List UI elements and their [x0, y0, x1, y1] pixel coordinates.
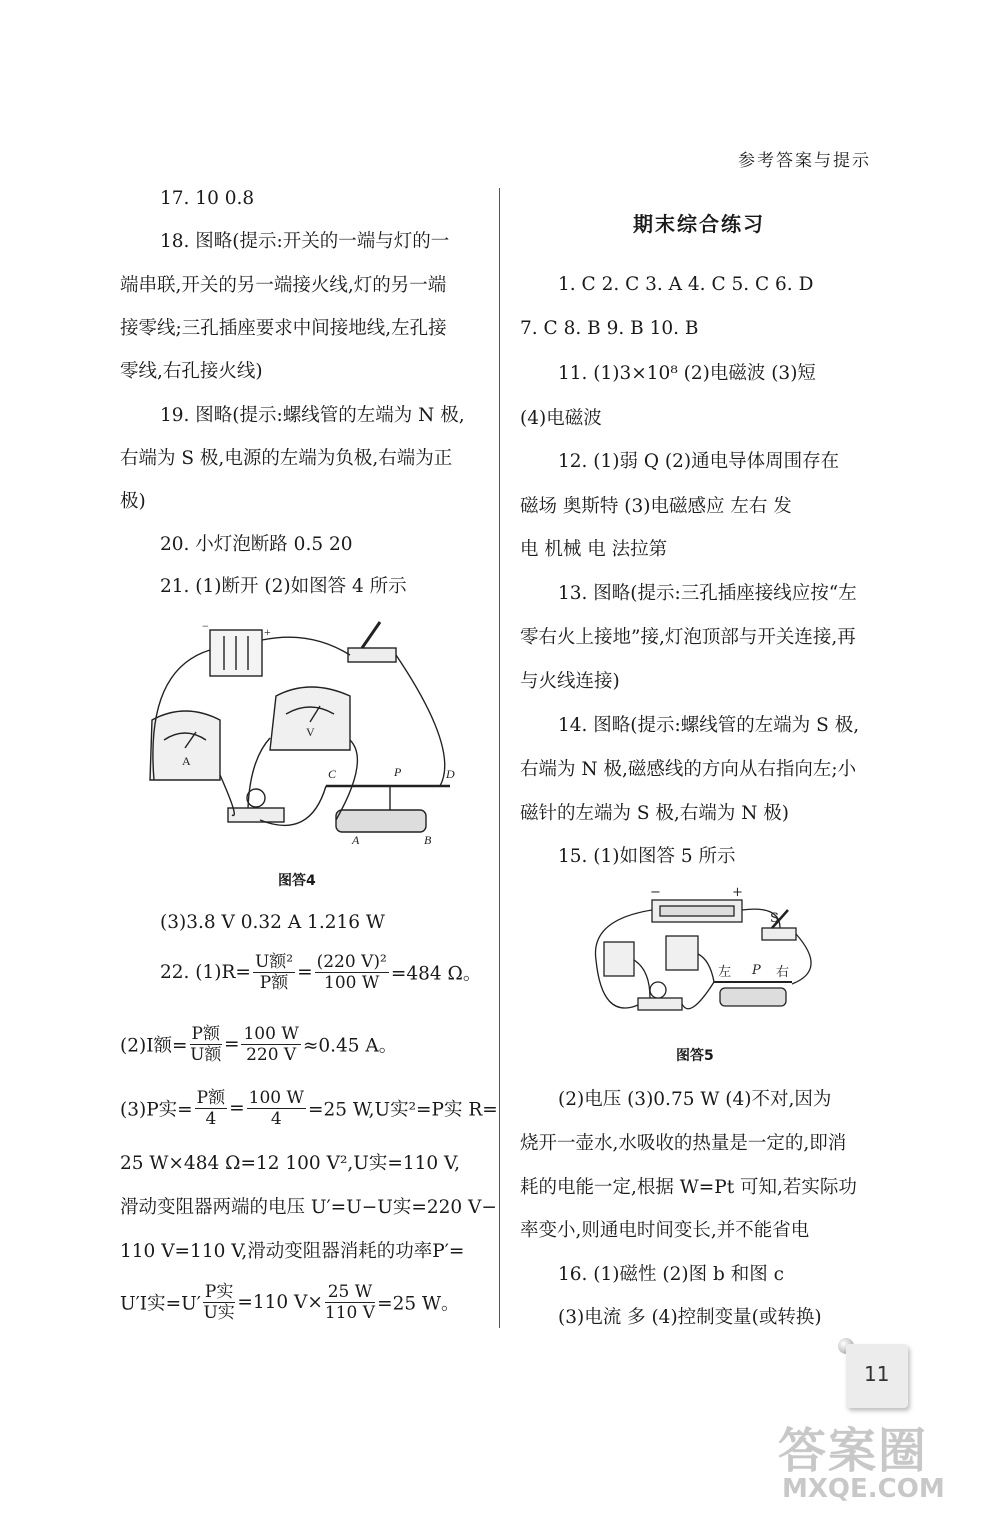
answer-15-part1: 15. (1)如图答 5 所示	[558, 846, 736, 867]
fraction: $\frac{\text{(220 V)²}}{100 W}$	[316, 952, 387, 993]
answer-15-line2: (2)电压 (3)0.75 W (4)不对,因为	[558, 1089, 832, 1110]
rheostat-icon	[720, 988, 786, 1006]
eq-prefix: 22. (1)R=	[160, 962, 251, 983]
answer-12-line1: 12. (1)弱 Q (2)通电导体周围存在	[558, 451, 840, 472]
figure-4-caption: 图答4	[278, 873, 316, 889]
answer-19-line2: 右端为 S 极,电源的左端为负极,右端为正	[120, 448, 453, 469]
answer-13-line3: 与火线连接)	[520, 671, 620, 692]
answer-16-line2: (3)电流 多 (4)控制变量(或转换)	[558, 1307, 822, 1328]
answer-14-line2: 右端为 N 极,磁感线的方向从右指向左;小	[520, 759, 857, 780]
terminal-d-label: D	[446, 767, 455, 781]
answers-1-6: 1. C 2. C 3. A 4. C 5. C 6. D	[558, 274, 814, 295]
ammeter-icon	[150, 711, 220, 780]
column-divider	[499, 188, 500, 1328]
answer-22-line4: 25 W×484 Ω=12 100 V²,U实=110 V,	[120, 1153, 461, 1174]
answer-18-line4: 零线,右孔接火线)	[120, 361, 263, 382]
circuit-figure-4	[140, 610, 470, 850]
answer-14-line3: 磁针的左端为 S 极,右端为 N 极)	[520, 803, 789, 824]
terminal-b-label: B	[424, 833, 432, 847]
page-number: 11	[864, 1362, 890, 1386]
running-header: 参考答案与提示	[738, 151, 871, 171]
answer-17: 17. 10 0.8	[160, 188, 255, 209]
battery-plus-label: +	[264, 625, 271, 639]
watermark-url: MXQE.COM	[782, 1474, 945, 1504]
watermark-logo	[778, 1412, 988, 1512]
terminal-a-label: A	[352, 833, 360, 847]
equation-22-2: (2)I额= $\frac{\text{P额}}{\text{U额}}$ = $\frac{100 W}{220 V}$ ≈0.45 A。	[120, 1024, 398, 1065]
answer-11-line2: (4)电磁波	[520, 408, 602, 429]
terminal-c-label: C	[328, 767, 337, 781]
equation-22-3: (3)P实= $\frac{\text{P额}}{4}$ = $\frac{100 W}{4}$ =25 W,U实²=P实 R=	[120, 1088, 498, 1129]
answer-13-line2: 零右火上接地”接,灯泡顶部与开关连接,再	[520, 627, 856, 648]
lamp-base-icon	[638, 998, 682, 1010]
answer-18-line3: 接零线;三孔插座要求中间接地线,左孔接	[120, 318, 447, 339]
answer-12-line2: 磁场 奥斯特 (3)电磁感应 左右 发	[520, 496, 792, 517]
fraction: $\frac{\text{P额}}{4}$	[196, 1088, 226, 1129]
lamp-bulb-icon	[650, 982, 666, 998]
fraction: $\frac{\text{U额²}}{\text{P额}}$	[254, 952, 294, 993]
switch-icon	[762, 928, 796, 940]
answer-15-line4: 耗的电能一定,根据 W=Pt 可知,若实际功	[520, 1177, 857, 1198]
answers-7-10: 7. C 8. B 9. B 10. B	[520, 318, 699, 339]
equation-22-1: 22. (1)R= $\frac{\text{U额²}}{\text{P额}}$ = $\frac{\text{(220 V)²}}{100 W}$ =484 Ω。	[160, 952, 482, 993]
answer-15-line5: 率变小,则通电时间变长,并不能省电	[520, 1220, 810, 1241]
answer-19-line3: 极)	[120, 491, 146, 512]
battery-plus-label: +	[732, 885, 743, 900]
slider-p-label: P	[752, 963, 761, 978]
answer-22-line5: 滑动变阻器两端的电压 U′=U−U实=220 V−	[120, 1197, 497, 1218]
battery-minus-label: −	[202, 619, 209, 633]
switch-s-label: S	[770, 911, 779, 926]
fraction: $\frac{\text{P实}}{\text{U实}}$	[203, 1282, 235, 1323]
ammeter-icon	[604, 942, 634, 976]
watermark-text: 答案圈	[778, 1423, 929, 1479]
answer-13-line1: 13. 图略(提示:三孔插座接线应按“左	[558, 583, 857, 604]
equation-22-4: U′I实=U′ $\frac{\text{P实}}{\text{U实}}$ =110 V× $\frac{25 W}{110 V}$ =25 W。	[120, 1282, 460, 1323]
answer-11-line1: 11. (1)3×10⁸ (2)电磁波 (3)短	[558, 363, 816, 384]
slider-p-label: P	[394, 765, 402, 779]
figure-5-caption: 图答5	[676, 1048, 714, 1064]
section-title: 期末综合练习	[633, 212, 765, 236]
answer-18-line2: 端串联,开关的另一端接火线,灯的另一端	[120, 275, 447, 296]
switch-icon	[348, 648, 396, 662]
answer-18-line1: 18. 图略(提示:开关的一端与灯的一	[160, 231, 450, 252]
answer-19-line1: 19. 图略(提示:螺线管的左端为 N 极,	[160, 405, 465, 426]
voltmeter-icon	[666, 936, 698, 970]
fraction: $\frac{100 W}{4}$	[248, 1088, 304, 1129]
answer-22-line6: 110 V=110 V,滑动变阻器消耗的功率P′=	[120, 1241, 465, 1262]
rheostat-right-label: 右	[776, 965, 790, 980]
lamp-base-icon	[228, 808, 284, 822]
circuit-figure-5	[590, 880, 830, 1030]
voltmeter-icon	[270, 687, 350, 750]
ammeter-label: A	[182, 754, 191, 768]
answer-12-line3: 电 机械 电 法拉第	[520, 539, 668, 560]
answer-21: 21. (1)断开 (2)如图答 4 所示	[160, 576, 407, 597]
voltmeter-label: V	[306, 725, 315, 739]
rheostat-icon	[336, 810, 426, 832]
fraction: $\frac{100 W}{220 V}$	[243, 1024, 299, 1065]
battery-minus-label: −	[650, 885, 661, 900]
answer-20: 20. 小灯泡断路 0.5 20	[160, 534, 353, 555]
fraction: $\frac{25 W}{110 V}$	[324, 1282, 376, 1323]
answer-14-line1: 14. 图略(提示:螺线管的左端为 S 极,	[558, 715, 860, 736]
fraction: $\frac{\text{P额}}{\text{U额}}$	[190, 1024, 222, 1065]
answer-21-part3: (3)3.8 V 0.32 A 1.216 W	[160, 912, 385, 933]
answer-16-line1: 16. (1)磁性 (2)图 b 和图 c	[558, 1264, 784, 1285]
answer-15-line3: 烧开一壶水,水吸收的热量是一定的,即消	[520, 1133, 847, 1154]
rheostat-left-label: 左	[718, 965, 732, 980]
